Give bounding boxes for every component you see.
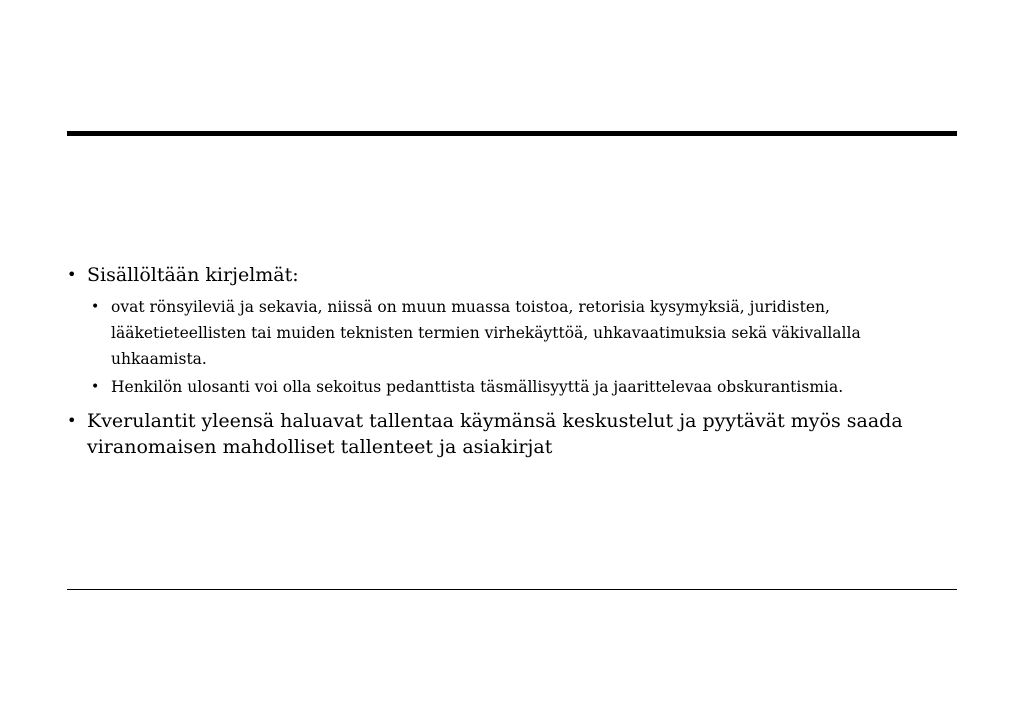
sub-bullet-list <box>87 294 957 400</box>
slide-body <box>67 262 957 468</box>
sub-bullet-text: Henkilön ulosanti voi olla sekoitus pedanttista täsmällisyyttä ja jaarittelevaa obskurantismia. <box>111 378 844 396</box>
bottom-rule <box>67 589 957 590</box>
list-item <box>87 374 957 400</box>
sub-bullet-text: ovat rönsyileviä ja sekavia, niissä on muun muassa toistoa, retorisia kysymyksiä, juridisten, lääketieteellisten tai muiden teknisten termien virhekäyttöä, uhkavaatimuksia sekä väkivallalla uhkaamista. <box>111 298 861 368</box>
bullet-icon: • <box>91 379 100 395</box>
list-item <box>87 294 957 372</box>
list-item <box>67 262 957 400</box>
list-item <box>67 408 957 460</box>
bullet-text: Kverulantit yleensä haluavat tallentaa käymänsä keskustelut ja pyytävät myös saada viranomaisen mahdolliset tallenteet ja asiakirjat <box>87 410 903 458</box>
bullet-text: Sisällöltään kirjelmät: <box>87 264 299 286</box>
top-rule <box>67 131 957 136</box>
bullet-icon: • <box>67 411 77 430</box>
bullet-icon: • <box>91 299 100 315</box>
bullet-icon: • <box>67 265 77 284</box>
bullet-list <box>67 262 957 460</box>
